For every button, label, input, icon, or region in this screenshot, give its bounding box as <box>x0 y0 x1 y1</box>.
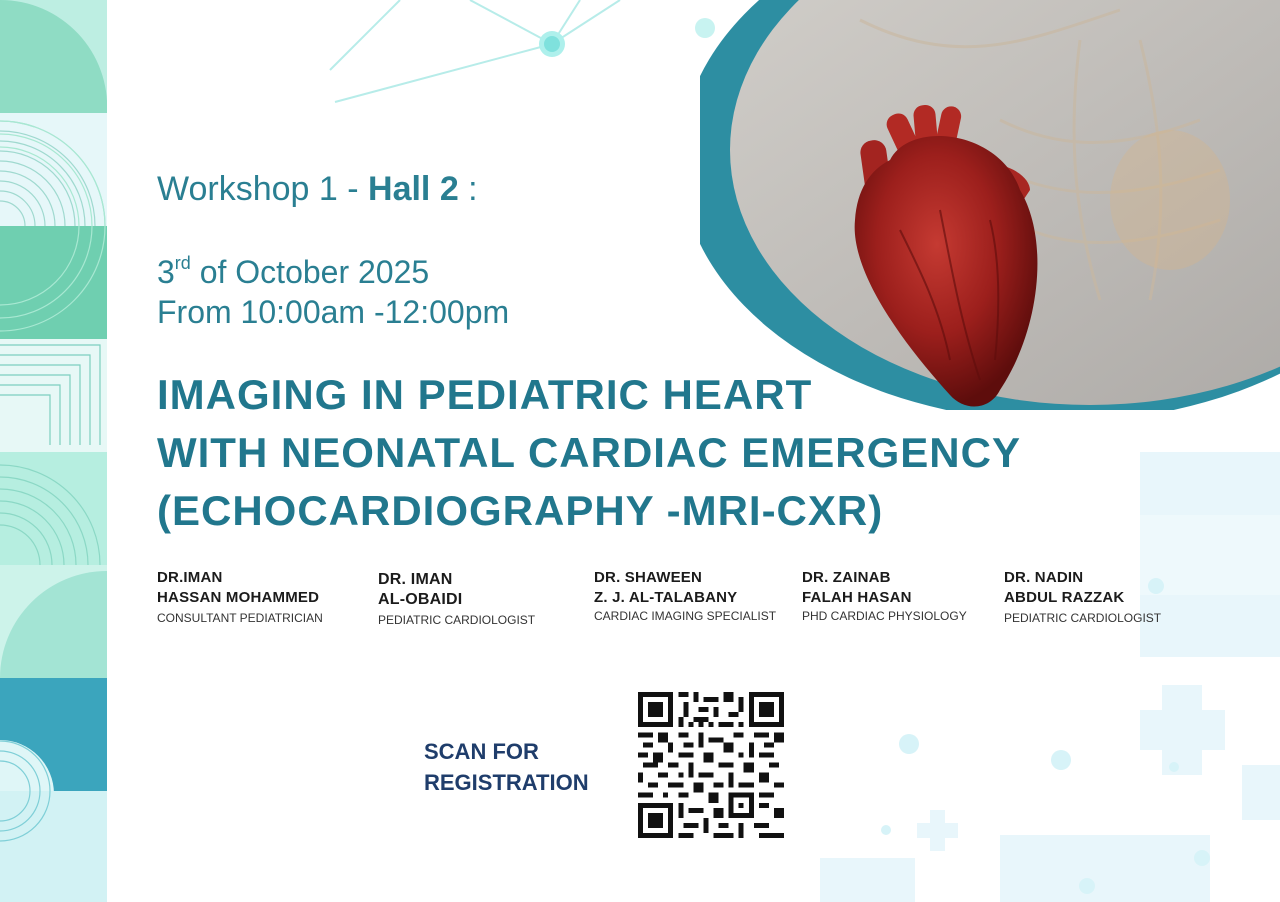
speaker-name-line2: FALAH HASAN <box>802 589 912 606</box>
speaker-role: PHD CARDIAC PHYSIOLOGY <box>802 609 967 623</box>
date-line <box>157 252 509 292</box>
speaker-2 <box>378 570 535 628</box>
speaker-role: CARDIAC IMAGING SPECIALIST <box>594 609 777 623</box>
network-decoration <box>320 0 720 110</box>
workshop-heading <box>157 170 478 209</box>
left-decorative-strip <box>0 0 107 902</box>
event-date <box>157 252 509 332</box>
speaker-name-line2: AL-OBAIDI <box>378 591 463 608</box>
speaker-name-line1: DR. IMAN <box>378 571 453 588</box>
speaker-name-line1: DR.IMAN <box>157 569 223 586</box>
speaker-role: CONSULTANT PEDIATRICIAN <box>157 611 323 625</box>
workshop-title <box>157 366 1117 540</box>
title-line-2: WITH NEONATAL CARDIAC EMERGENCY <box>157 429 1021 476</box>
speaker-role: PEDIATRIC CARDIOLOGIST <box>1004 611 1162 625</box>
pattern-graphic <box>0 0 107 902</box>
speaker-4 <box>802 568 967 624</box>
date-day: 3 <box>157 254 175 290</box>
speaker-name-line1: DR. SHAWEEN <box>594 569 703 586</box>
speaker-5 <box>1004 568 1161 626</box>
speaker-name-line1: DR. ZAINAB <box>802 569 891 586</box>
scan-registration-label <box>424 736 589 798</box>
speaker-role: PEDIATRIC CARDIOLOGIST <box>378 613 536 627</box>
speaker-1 <box>157 568 323 626</box>
speaker-name-line1: DR. NADIN <box>1004 569 1084 586</box>
qr-code[interactable] <box>638 692 784 838</box>
heart-illustration <box>700 0 1280 410</box>
title-line-1: IMAGING IN PEDIATRIC HEART <box>157 371 813 418</box>
title-line-3: (ECHOCARDIOGRAPHY -MRI-CXR) <box>157 487 884 534</box>
workshop-suffix: : <box>458 170 478 208</box>
scan-line-2: REGISTRATION <box>424 770 589 795</box>
scan-line-1: SCAN FOR <box>424 739 539 764</box>
date-ordinal: rd <box>174 253 191 273</box>
workshop-prefix: Workshop 1 - <box>157 170 369 208</box>
speaker-3 <box>594 568 776 624</box>
speaker-name-line2: ABDUL RAZZAK <box>1004 589 1125 606</box>
speaker-name-line2: HASSAN MOHAMMED <box>157 589 320 606</box>
speaker-name-line2: Z. J. AL-TALABANY <box>594 589 738 606</box>
time-line: From 10:00am -12:00pm <box>157 294 510 330</box>
workshop-hall: Hall 2 <box>368 170 459 208</box>
date-rest: of October 2025 <box>190 254 430 290</box>
